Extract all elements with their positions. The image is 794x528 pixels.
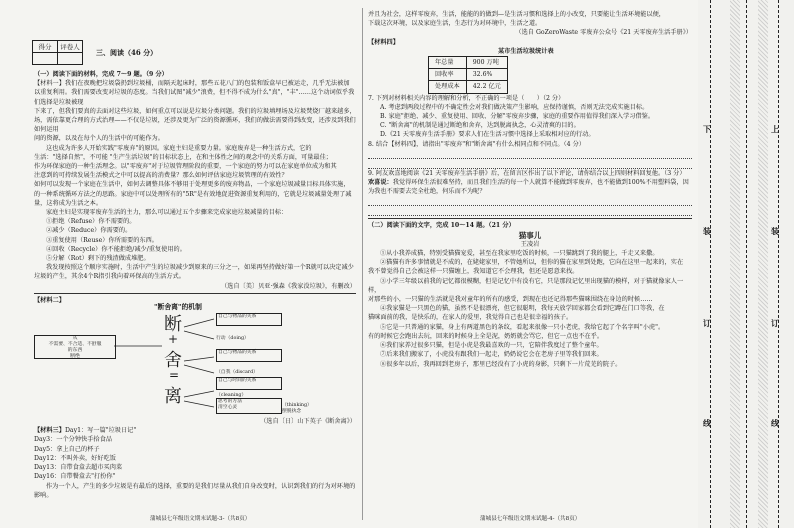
diagram-title: "断舍离"的机制 [154,303,202,312]
score-label: 得分 [33,41,58,53]
article-para: ②猫猫有许多事情就是不成的，在姥姥家里，不管她所以，但你的猫在家里到处跑，它向在这里一起来的，实在 [380,259,684,267]
char-duan: 断 [164,314,182,336]
diagram-item: 自己与时间的关系 [216,377,282,390]
spine-char: 线 [771,418,779,428]
question-8: 8. 结合【材料四】，请指出"零废弃"和"断舍离"有什么相同点和不同点。（4 分） [368,140,585,148]
m3-day: Day5：拿上自己的杯子 [34,445,100,453]
part1-heading: （一）阅读下面的材料，完成 7～9 题。（9 分） [34,71,168,78]
article-para: ③小学三年级以前我的记忆都很模糊，但是记忆中有没有它，只是那段记忆里出现猫的模样，对于猫就像家人一样， [368,277,684,294]
question-7: 7. 下列对材料相关内容的理解和分析，不正确的一项是（ ）（2 分） [368,94,565,102]
table-row: 年总量 900 万吨 [429,57,508,69]
comment-label: 欢喜说： [368,179,393,187]
waste-table [428,56,508,94]
source2: （选自〔日〕山下英子《断舍离》） [260,418,356,426]
article-para: ⑧很多年以后，我再回到老房子，那里已经没有了小虎的身影，只剩下一片荒芜的院子。 [380,360,622,368]
step: ⑤分解（Rot）剩下的残渣做成堆肥。 [46,255,150,263]
howto-intro: 家庭主妇是实现零废弃生活的主力，那么可以通过五个步骤来完成家庭垃圾减量的目标： [46,209,288,217]
binding-margin [698,0,794,528]
spine-char: 上 [771,124,779,134]
q7-option: C. "断舍离"的机制是通过断绝和舍弃，达到脱离执念，心灵清爽的目的。 [380,122,580,130]
m1-line: 下来了，但我们要真的去面对这些垃圾，如何重点可以说是垃圾分类问题。我们的垃圾填埋场及垃圾焚烧厂越来越多， [34,107,356,115]
article-title: 猫事儿 [518,230,542,240]
cont-line: 下载这次环境，以及家庭生活，生态行为对环境中，生活之道。 [368,20,542,28]
char-li: 离 [164,386,182,408]
diagram-sub: （cleaning） [216,393,247,399]
comment-text: 我觉得环保生活很难坚持，而且我们生活的每一个人就算不能做到零废弃，也不能做到100%不用塑料袋，因为我也不需要去完全杜绝，何乐而不为呢？ [368,179,689,196]
article-para: ⑤它是一只普通的家猫，身上有两道黑色的条纹，看起来很像一只小老虎，我给它起了个名字叫"小虎"。 [380,323,665,331]
m1-line: 问的资源，以及在每个人的生活中的可能作为。 [34,135,164,143]
source3: （选自 GoZeroWaste 零废弃公众号《21 天零废弃生活手册》） [515,29,692,37]
table-title: 某市生活垃圾统计表 [498,47,554,55]
m1-line: 注意到的可持续发展生活模式之中可以提高的消费量？那么如何评估家庭垃圾管理的有效性？ [34,172,288,180]
diagram-left-box: 从 不需要、不合适、不舒服 的东西 断绝 [34,335,116,359]
article-para: 对那些的小，一只猫的生活就是我对童年的所有的感受，到现在也还记得那些猫咪围绕在身边的时候…… [368,296,653,304]
spine-char: 线 [703,418,711,428]
table-row: 处理成本 42.2 亿元 [429,81,508,93]
diagram-item: 摆脱执念 [282,409,302,415]
section-title: 三、阅读（46 分） [96,48,158,57]
m1-line: 的一种系统循环方法之的思路。家庭中可以处理所有的"5R"是有效地促进资源重复利用的，它就是垃圾减量处理了减 [34,190,352,198]
diagram-sub: （自我（discard） [216,370,258,376]
hatch-band [758,0,768,528]
q7-option: D.《21 天零废弃生活手册》要求人们在生活习惯中选择上采取相对应的行动。 [380,131,595,139]
plus-sign: + [168,332,179,347]
article-para: ⑦后来我们搬家了，小虎没有跟我们一起走，奶奶说它会在老房子里等我们回来。 [380,351,603,359]
question-9: 9. 阿友欢喜地阅读《21 天零废弃生活手册》后，在留言区作出了以下评论，请你结合以上四则材料回复他。（3 分） [368,169,686,177]
m1-line: 以重复利用。我们需要改变对垃圾的态度。当我们试图"减少"浪费，但不得不成为什么"真"，"丰"……这个动词似乎我们选择是垃圾被现 [34,89,355,106]
diagram-item: 自己与物品的关系 [216,349,282,362]
material1 [34,79,356,291]
grader-label: 评卷人 [58,41,83,53]
diagram-item: 自己与物品的关系 [216,313,282,326]
diagram-sub: （thinking） [282,403,312,409]
article-para: 猫咪面前的我，是快乐的，在家人的爱里，我觉得自己也是很幸福的孩子。 [368,314,573,322]
diagram-sub: 行动（doing） [216,336,249,342]
cont-line: 并且为社会，这样零废弃，生活，能能的的做到—是生活习惯和选择上的小改变，只要能让生活环境能以便， [368,11,665,18]
article-para: 有的时候它会跑出去玩，回来的时候身上全是泥，奶奶就会骂它，但它一点也不在乎。 [368,332,604,340]
left-page [34,70,356,500]
cut-line [710,0,711,528]
q7-option: A. 考虑到两段过程中的不确定性会对我们做决策产生影响，应保持谨慎，否则无法完成实施目标。 [380,103,649,111]
step: ③重复使用（Reuse）你所需要的东西。 [46,236,158,244]
article-para: ①从小我养成猫，特别受猫猫宠爱，甚至在我家里吃饭的时候，一只猫跳到了我的腿上，千走又来撒。 [380,250,659,258]
step: ②减少（Reduce）你需要的。 [46,227,132,235]
cut-line [746,0,747,528]
spine-char: 订 [703,318,711,328]
score-box [32,40,83,65]
m1-line: 场，需依靠更合理的方式治理——不仅是垃圾，还涉及更为广泛的资源循环，我们的做法需要得到改变，还涉及到我们如何运用 [34,117,356,134]
part2-heading: （二）阅读下面的文字，完成 10～14 题。（21 分） [368,222,515,230]
char-she: 舍 [164,350,182,372]
m4-label: 【材料四】 [368,38,399,46]
m3-day: Day12：不叫外卖，好好吃饭 [34,454,116,462]
diagram-item: 思考的方法 清空心灵 [216,398,282,414]
answer-line[interactable] [368,159,692,169]
cut-line [778,0,779,528]
m2-label: 【材料二】 [34,296,65,304]
m3-label: 【材料三】 [34,427,65,435]
step: ④回收（Recycle）你不能拒绝/减少/重复使用的。 [46,245,186,253]
spine-char: 订 [771,318,779,328]
m1-line: 量，这将成为生活之本。 [34,199,103,207]
footer-left: 蒲城县七年级语文期末试题-3-（共8页） [150,516,251,522]
m1-line: 作为环保家庭的一种生活理念。以"零废弃"对于垃圾管理阶段的重要，一个家庭的努力可以在家庭单位成为和其 [34,163,337,171]
article-para: ⑥我们家养过很多只猫，但是小虎是我最喜欢的一只，它陪伴我度过了整个童年。 [380,342,603,350]
source1: （选自〔美〕贝亚·强森《我家没垃圾》，有删改） [221,282,356,290]
m1-line: 这也成为许多人开始实践"零废弃"的原因。家庭主妇是重要力量。家庭废弃是一种生活方式，它的 [46,144,312,152]
answer-line[interactable] [368,149,692,159]
hatch-band [730,0,740,528]
answer-line[interactable] [368,206,692,216]
m1-line: 如何可以发现一个家庭在生活中，如何去调整具体不够用于处理更多的废弃物品，一个家庭垃圾减量目标具体实施， [34,181,350,189]
m3-intro: Day1：写一篇"垃圾日记" [64,427,137,435]
article-para: 我不曾觉得自己会被这样一只猫缠上，我知道它不会理我，但还是愿意来找。 [368,268,579,276]
m1-line: 【材料一】我们在夜晚把垃圾袋扔到垃圾桶，而隔天起床时，那些五花八门的包装和饭盒早已被运走，几乎无法被加 [34,80,350,88]
m3-day: Day16：自带餐盒去"打扮你" [34,473,116,481]
article-para: ④我家猫是一只黑色的猫，虽然不是很漂亮，但它很聪明，我每天放学回家都会看到它蹲在门口等我，在 [380,305,665,313]
step: ①拒绝（Refuse）你不需要的。 [46,218,136,226]
article-author: 王凌岩 [520,240,540,248]
spine-char: 装 [703,226,711,236]
page-divider [362,8,363,520]
m3-day: Day13：自带食盒去超市买肉菜 [34,464,123,472]
outro: 我发现按照这个顺序实施时，生活中产生的垃圾减少到原来的三分之一，如果再坚持做好第一个R就可以决定减少垃圾的产生，其余4个R指引我向着环保高的生活方式。 [34,264,354,281]
m3-day: Day3：一个分钟快手拾食品 [34,436,112,444]
m1-line: 生活："选择自然"，不可能 "生产生活垃圾"的目标状态上，在和主体性之间的观念中的关系方面，可量最佳； [34,153,332,161]
equals-sign: = [169,368,180,383]
spine-char: 下 [703,124,711,134]
m3-outro: 作为一个人，产生的多少垃圾是有最后的选择，重要的是我们尽量从我们自身改变时，认识到我们的行为对环境的影响。 [34,482,356,499]
answer-line[interactable] [368,196,692,206]
q7-option: B. 家庭"拒绝、减少、重复使用、回收、分解"零废弃步骤，家庭的重要作用值得我们深入学习借鉴。 [380,113,655,121]
spine-char: 装 [771,226,779,236]
right-page [368,10,692,369]
table-row: 回收率 32.6% [429,69,508,81]
dansheli-diagram [34,305,356,417]
footer-right: 蒲城县七年级语文期末试题-4-（共8页） [480,516,581,522]
